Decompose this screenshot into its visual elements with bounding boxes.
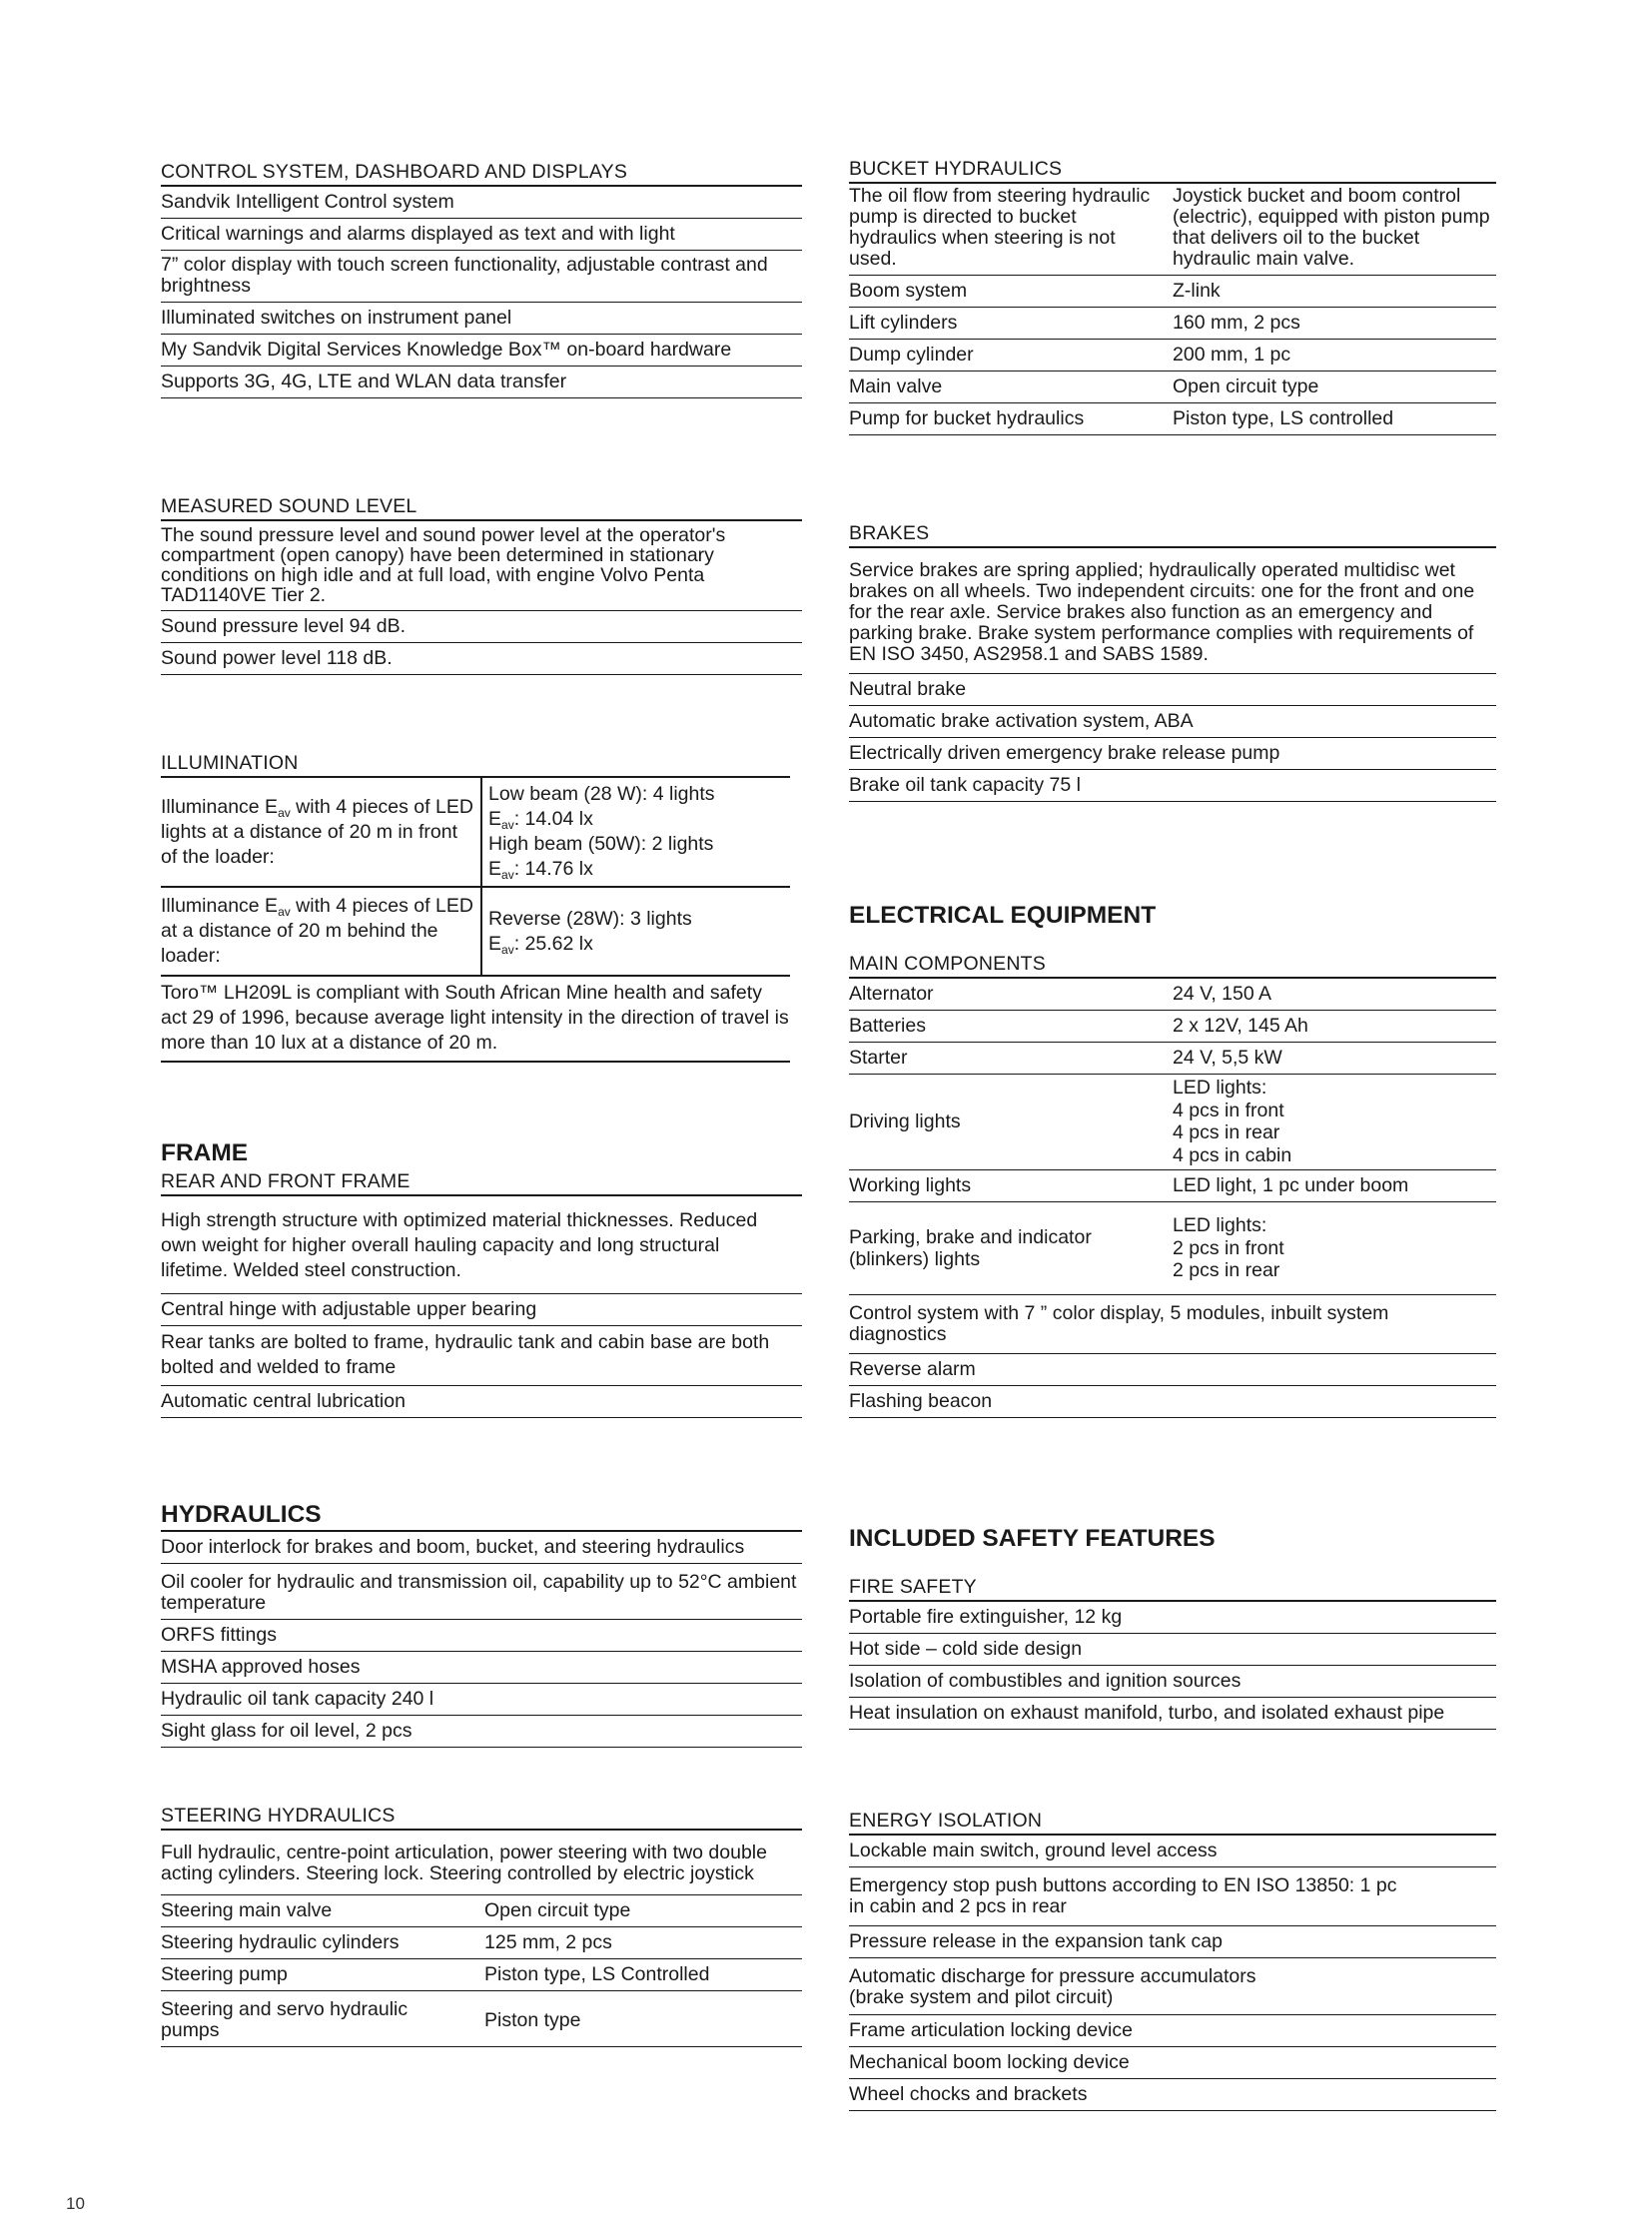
row-value: Piston type, LS Controlled: [484, 1963, 710, 1985]
table-row: [849, 371, 1496, 403]
table-row: [849, 403, 1496, 435]
list-item: Electrically driven emergency brake release pump: [849, 738, 1496, 770]
list-item: Automatic central lubrication: [161, 1386, 802, 1418]
low-beam-value: Low beam (28 W): 4 lights: [488, 783, 715, 805]
list-item: Oil cooler for hydraulic and transmission oil, capability up to 52°C ambient temperature: [161, 1564, 802, 1620]
illumination-rear-values: [482, 888, 790, 975]
value-line: LED lights:: [1173, 1077, 1267, 1099]
list-item: Supports 3G, 4G, LTE and WLAN data transfer: [161, 367, 802, 398]
section-heading: FIRE SAFETY: [849, 1576, 1496, 1602]
value-line: LED lights:: [1173, 1214, 1267, 1236]
list-item: Sound power level 118 dB.: [161, 643, 802, 675]
table-row: [161, 1927, 802, 1959]
section-heading: STEERING HYDRAULICS: [161, 1805, 802, 1831]
illumination-row-front: [161, 778, 790, 888]
illumination-front-label: [161, 778, 482, 886]
label-sub: av: [278, 905, 291, 919]
bucket-hydraulics-section: [849, 158, 1496, 435]
e-letter: E: [488, 808, 502, 830]
list-item: Neutral brake: [849, 674, 1496, 706]
row-value: Open circuit type: [484, 1899, 631, 1921]
row-value: Joystick bucket and boom control (electric), equipped with piston pump that delivers oil to the bucket hydraulic main valve.: [1173, 185, 1490, 270]
table-row: [849, 276, 1496, 308]
value-line: 4 pcs in cabin: [1173, 1143, 1292, 1166]
list-item: Automatic discharge for pressure accumulators (brake system and pilot circuit): [849, 1958, 1496, 2015]
section-intro: The sound pressure level and sound power level at the operator's compartment (open canopy) have been determined in stationary conditions on high idle and at full load, with engine Volvo Penta TAD1140VE Tier 2.: [161, 521, 802, 611]
e-letter: E: [488, 858, 502, 880]
table-row: [849, 340, 1496, 371]
row-label: Alternator: [849, 983, 934, 1005]
section-heading: BRAKES: [849, 522, 1496, 548]
section-heading: MEASURED SOUND LEVEL: [161, 495, 802, 521]
reverse-illuminance: [488, 932, 790, 957]
list-item: Hydraulic oil tank capacity 240 l: [161, 1684, 802, 1716]
row-value: [1173, 1077, 1496, 1166]
e-value: : 25.62 lx: [513, 932, 593, 955]
row-value: Piston type: [484, 2008, 581, 2031]
list-item: Automatic brake activation system, ABA: [849, 706, 1496, 738]
list-item: ORFS fittings: [161, 1620, 802, 1652]
value-line: 4 pcs in rear: [1173, 1121, 1280, 1143]
illumination-row-rear: [161, 888, 790, 977]
row-value: Open circuit type: [1173, 375, 1319, 397]
page-number: 10: [66, 2194, 85, 2213]
section-heading: ILLUMINATION: [161, 752, 790, 778]
control-system-section: [161, 161, 802, 398]
label-text: with 4 pieces of LED at a distance of 20 m behind the loader:: [161, 895, 473, 967]
section-intro: Service brakes are spring applied; hydraulically operated multidisc wet brakes on all wheels. Two independent circuits: one for the front and one for the rear axle. Service brakes also function as an emergency and parking brake. Brake system performance complies with requirements of EN ISO 3450, AS2958.1 and SABS 1589.: [849, 548, 1496, 674]
row-label: Steering main valve: [161, 1899, 333, 1921]
value-line: 2 pcs in rear: [1173, 1259, 1280, 1281]
list-item: MSHA approved hoses: [161, 1652, 802, 1684]
section-title: ELECTRICAL EQUIPMENT: [849, 902, 1157, 929]
row-label: Driving lights: [849, 1109, 961, 1132]
row-label: Starter: [849, 1047, 908, 1069]
list-item: Sandvik Intelligent Control system: [161, 187, 802, 219]
list-item: Brake oil tank capacity 75 l: [849, 770, 1496, 802]
row-label: Lift cylinders: [849, 312, 958, 334]
list-item: Mechanical boom locking device: [849, 2047, 1496, 2079]
table-row: [849, 1170, 1496, 1202]
list-item: Heat insulation on exhaust manifold, turbo, and isolated exhaust pipe: [849, 1698, 1496, 1730]
sound-level-section: [161, 495, 802, 675]
section-title: INCLUDED SAFETY FEATURES: [849, 1525, 1216, 1552]
row-value: [1173, 1214, 1496, 1282]
list-item: Door interlock for brakes and boom, bucket, and steering hydraulics: [161, 1532, 802, 1564]
section-title: HYDRAULICS: [161, 1500, 802, 1532]
table-row: [849, 1202, 1496, 1295]
row-label: Steering and servo hydraulic pumps: [161, 1998, 409, 2041]
section-heading: BUCKET HYDRAULICS: [849, 158, 1496, 184]
list-item: My Sandvik Digital Services Knowledge Box™ on-board hardware: [161, 335, 802, 367]
energy-isolation-section: [849, 1810, 1496, 2111]
high-beam-value: High beam (50W): 2 lights: [488, 833, 714, 855]
list-item: Emergency stop push buttons according to EN ISO 13850: 1 pc in cabin and 2 pcs in rear: [849, 1867, 1496, 1926]
table-row: [161, 1959, 802, 1991]
list-item: Isolation of combustibles and ignition sources: [849, 1666, 1496, 1698]
value-line: 2 pcs in front: [1173, 1236, 1284, 1259]
illumination-section: [161, 752, 790, 1063]
table-row: [849, 184, 1496, 276]
table-row: [849, 979, 1496, 1011]
row-label: Parking, brake and indicator (blinkers) lights: [849, 1225, 1092, 1270]
e-letter: E: [488, 932, 502, 955]
reverse-value: Reverse (28W): 3 lights: [488, 907, 692, 930]
list-item: Portable fire extinguisher, 12 kg: [849, 1602, 1496, 1634]
row-label: The oil flow from steering hydraulic pump is directed to bucket hydraulics when steering is not used.: [849, 185, 1151, 270]
section-heading: MAIN COMPONENTS: [849, 953, 1496, 979]
section-title: FRAME: [161, 1139, 249, 1166]
list-item: Reverse alarm: [849, 1354, 1496, 1386]
list-item: Control system with 7 ” color display, 5 modules, inbuilt system diagnostics: [849, 1295, 1496, 1354]
table-row: [161, 1895, 802, 1927]
list-item: Sound pressure level 94 dB.: [161, 611, 802, 643]
row-value: 24 V, 150 A: [1173, 983, 1272, 1005]
row-value: 24 V, 5,5 kW: [1173, 1047, 1282, 1069]
list-item: 7” color display with touch screen functionality, adjustable contrast and brightness: [161, 251, 802, 303]
brakes-section: [849, 522, 1496, 802]
e-value: : 14.04 lx: [513, 808, 593, 830]
row-label: Main valve: [849, 375, 943, 397]
list-item: Hot side – cold side design: [849, 1634, 1496, 1666]
electrical-section: [849, 901, 1496, 1418]
table-row: [161, 1991, 802, 2047]
list-item: Wheel chocks and brackets: [849, 2079, 1496, 2111]
section-heading: REAR AND FRONT FRAME: [161, 1170, 802, 1196]
list-item: Central hinge with adjustable upper bearing: [161, 1294, 802, 1326]
row-label: Steering pump: [161, 1963, 288, 1985]
list-item: Flashing beacon: [849, 1386, 1496, 1418]
e-value: : 14.76 lx: [513, 858, 593, 880]
section-heading: ENERGY ISOLATION: [849, 1810, 1496, 1836]
high-beam-illuminance: [488, 857, 790, 882]
row-value: 200 mm, 1 pc: [1173, 344, 1291, 366]
row-value: 160 mm, 2 pcs: [1173, 312, 1300, 334]
label-text: with 4 pieces of LED lights at a distance of 20 m in front of the loader:: [161, 795, 473, 868]
section-intro: High strength structure with optimized material thicknesses. Reduced own weight for higher overall hauling capacity and long structural lifetime. Welded steel construction.: [161, 1196, 802, 1294]
row-label: Batteries: [849, 1015, 926, 1037]
row-value: Z-link: [1173, 280, 1221, 302]
hydraulics-section: [161, 1500, 802, 1748]
row-label: Steering hydraulic cylinders: [161, 1931, 400, 1953]
illumination-front-values: [482, 778, 790, 886]
list-item: Frame articulation locking device: [849, 2015, 1496, 2047]
e-sub: av: [501, 942, 514, 957]
row-label: Pump for bucket hydraulics: [849, 407, 1085, 429]
label-sub: av: [278, 805, 291, 820]
section-heading: CONTROL SYSTEM, DASHBOARD AND DISPLAYS: [161, 161, 802, 187]
list-item: Illuminated switches on instrument panel: [161, 303, 802, 335]
list-item: Pressure release in the expansion tank cap: [849, 1926, 1496, 1958]
table-row: [849, 1011, 1496, 1043]
list-item: Rear tanks are bolted to frame, hydraulic tank and cabin base are both bolted and welded to frame: [161, 1326, 802, 1386]
low-beam-illuminance: [488, 807, 790, 832]
table-row: [849, 1075, 1496, 1170]
table-row: [849, 308, 1496, 340]
list-item: Critical warnings and alarms displayed as text and with light: [161, 219, 802, 251]
safety-section: [849, 1524, 1496, 1730]
label-text: Illuminance E: [161, 795, 279, 818]
section-intro: Full hydraulic, centre-point articulation, power steering with two double acting cylinders. Steering lock. Steering controlled by electric joystick: [161, 1831, 802, 1895]
illumination-note: Toro™ LH209L is compliant with South African Mine health and safety act 29 of 1996, because average light intensity in the direction of travel is more than 10 lux at a distance of 20 m.: [161, 977, 790, 1063]
value-line: 4 pcs in front: [1173, 1099, 1284, 1121]
list-item: Lockable main switch, ground level access: [849, 1836, 1496, 1867]
list-item: Sight glass for oil level, 2 pcs: [161, 1716, 802, 1748]
frame-section: [161, 1138, 802, 1418]
table-row: [849, 1043, 1496, 1075]
row-value: LED light, 1 pc under boom: [1173, 1174, 1409, 1196]
e-sub: av: [501, 818, 514, 832]
row-value: 2 x 12V, 145 Ah: [1173, 1015, 1308, 1037]
row-label: Dump cylinder: [849, 344, 974, 366]
steering-hydraulics-section: [161, 1805, 802, 2047]
row-label: Working lights: [849, 1174, 972, 1196]
illumination-rear-label: [161, 888, 482, 975]
e-sub: av: [501, 868, 514, 882]
row-value: 125 mm, 2 pcs: [484, 1931, 612, 1953]
label-text: Illuminance E: [161, 895, 279, 917]
row-label: Boom system: [849, 280, 968, 302]
row-value: Piston type, LS controlled: [1173, 407, 1394, 429]
